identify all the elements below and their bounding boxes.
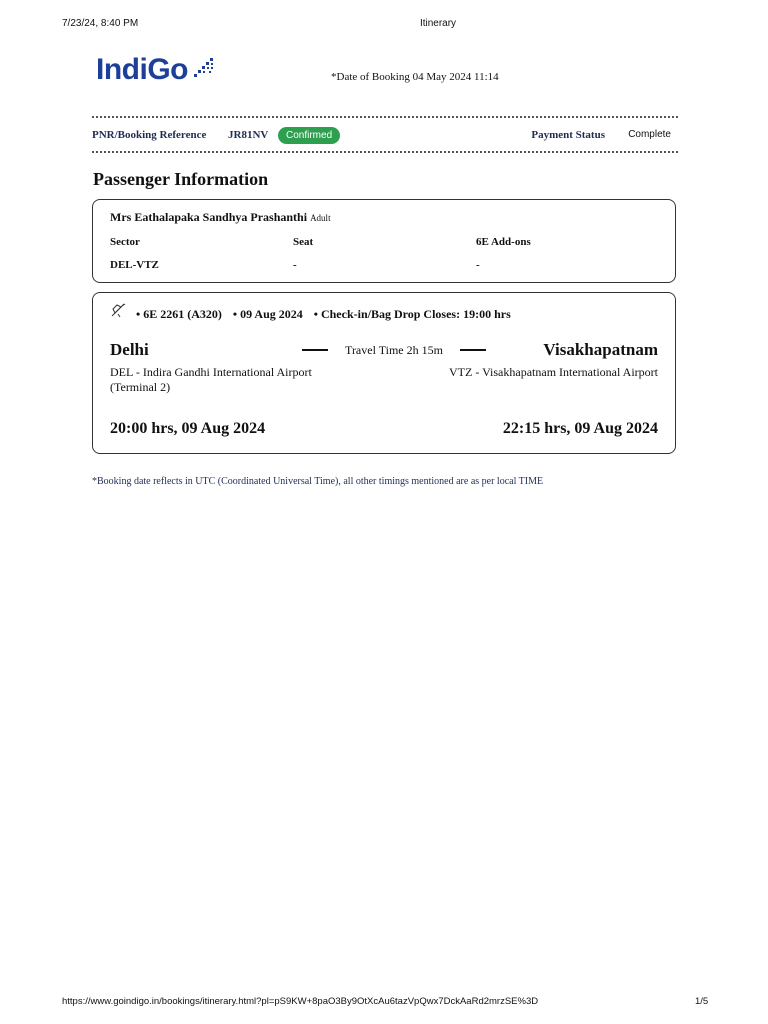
addons-header: 6E Add-ons	[476, 236, 531, 248]
top-divider	[92, 116, 678, 118]
destination-city: Visakhapatnam	[543, 340, 658, 359]
departure-time: 20:00 hrs, 09 Aug 2024	[110, 420, 266, 437]
utc-footnote: *Booking date reflects in UTC (Coordinated Universal Time), all other timings mentioned are as per local TIME	[92, 476, 544, 487]
flight-details	[136, 307, 519, 322]
payment-status-value: Complete	[628, 129, 671, 140]
sector-header: Sector	[110, 236, 140, 248]
travel-line-right	[460, 349, 486, 351]
logo-wordmark: IndiGo	[96, 53, 188, 86]
plane-icon	[109, 301, 127, 319]
addons-value: -	[476, 259, 480, 271]
pnr-value: JR81NV	[228, 129, 269, 141]
origin-city: Delhi	[110, 340, 149, 359]
passenger-full-name: Mrs Eathalapaka Sandhya Prashanthi	[110, 210, 308, 224]
booking-reference-bar	[92, 127, 678, 147]
print-page-title: Itinerary	[419, 18, 457, 29]
bottom-divider	[92, 151, 678, 153]
passenger-type: Adult	[310, 213, 331, 223]
sector-value: DEL-VTZ	[110, 259, 159, 271]
travel-time-text: Travel Time 2h 15m	[345, 342, 443, 357]
arrival-time: 22:15 hrs, 09 Aug 2024	[502, 420, 658, 437]
flight-number: • 6E 2261 (A320)	[136, 307, 222, 321]
payment-status-label: Payment Status	[531, 129, 605, 141]
pnr-label: PNR/Booking Reference	[92, 129, 207, 141]
print-datetime: 7/23/24, 8:40 PM	[62, 18, 139, 29]
flight-card	[92, 292, 676, 454]
travel-line-left	[302, 349, 328, 351]
checkin-close: • Check-in/Bag Drop Closes: 19:00 hrs	[313, 307, 511, 321]
passenger-card	[92, 199, 676, 283]
seat-value: -	[293, 259, 297, 271]
origin-airport: DEL - Indira Gandhi International Airport (Terminal 2)	[110, 365, 312, 394]
section-title: Passenger Information	[93, 169, 269, 189]
flight-date: • 09 Aug 2024	[232, 307, 303, 321]
booking-date: *Date of Booking 04 May 2024 11:14	[331, 71, 499, 83]
seat-header: Seat	[293, 236, 314, 248]
indigo-logo	[96, 52, 217, 88]
booking-status-badge: Confirmed	[278, 127, 340, 144]
travel-time	[302, 343, 486, 357]
plane-trail-icon	[191, 56, 217, 80]
page-number: 1/5	[695, 996, 709, 1007]
passenger-name	[110, 210, 331, 225]
destination-airport: VTZ - Visakhapatnam International Airport	[449, 365, 658, 379]
print-url: https://www.goindigo.in/bookings/itinerary.html?pl=pS9KW+8paO3By9OtXcAu6tazVpQwx7DckAaRd2mrzSE%3D	[62, 996, 539, 1007]
